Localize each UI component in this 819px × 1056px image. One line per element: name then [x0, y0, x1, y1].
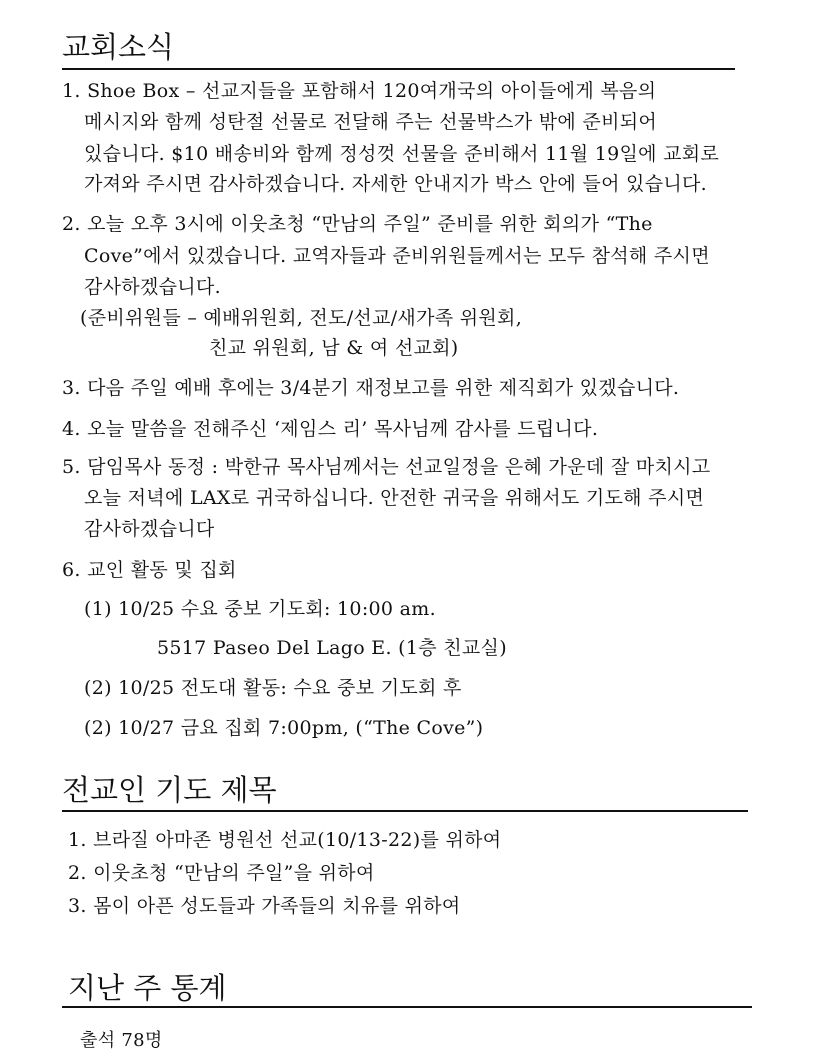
news-item-3: 3. 다음 주일 예배 후에는 3/4분기 재정보고를 위한 제직회가 있겠습니다.: [62, 377, 680, 399]
news-item-2-line: 친교 위원회, 남 & 여 선교회): [209, 337, 459, 359]
heading-divider: [62, 1006, 752, 1008]
news-item-1-line: 가져와 주시면 감사하겠습니다. 자세한 안내지가 박스 안에 들어 있습니다.: [84, 173, 708, 195]
statistics-heading: 지난 주 통계: [68, 971, 227, 1005]
news-item-2-line: Cove”에서 있겠습니다. 교역자들과 준비위원들께서는 모두 참석해 주시면: [84, 245, 710, 267]
prayer-item: 1. 브라질 아마존 병원선 선교(10/13-22)를 위하여: [68, 829, 502, 851]
attendance-count: 출석 78명: [80, 1030, 163, 1051]
church-news-heading: 교회소식: [62, 30, 175, 64]
prayer-item: 3. 몸이 아픈 성도들과 가족들의 치유를 위하여: [68, 895, 461, 917]
news-item-2-line: 2. 오늘 오후 3시에 이웃초청 “만남의 주일” 준비를 위한 회의가 “The: [62, 213, 653, 235]
news-item-1-line: 1. Shoe Box – 선교지들을 포함해서 120여개국의 아이들에게 복음의: [62, 80, 657, 102]
heading-divider: [62, 68, 735, 70]
news-item-6-line: 6. 교인 활동 및 집회: [62, 559, 237, 581]
prayer-topics-heading: 전교인 기도 제목: [62, 773, 277, 807]
news-item-1-line: 메시지와 함께 성탄절 선물로 전달해 주는 선물박스가 밖에 준비되어: [84, 111, 658, 133]
prayer-item: 2. 이웃초청 “만남의 주일”을 위하여: [68, 862, 375, 884]
news-item-5-line: 감사하겠습니다: [84, 518, 215, 540]
news-item-1-line: 있습니다. $10 배송비와 함께 정성껏 선물을 준비해서 11월 19일에 교회로: [84, 143, 720, 165]
news-item-4: 4. 오늘 말씀을 전해주신 ‘제임스 리’ 목사님께 감사를 드립니다.: [62, 418, 599, 440]
news-item-6-line: (1) 10/25 수요 중보 기도회: 10:00 am.: [84, 598, 436, 620]
news-item-6-line: (2) 10/27 금요 집회 7:00pm, (“The Cove”): [84, 717, 484, 739]
news-item-5-line: 5. 담임목사 동정 : 박한규 목사님께서는 선교일정을 은혜 가운데 잘 마치시고: [62, 456, 711, 478]
news-item-6-line: 5517 Paseo Del Lago E. (1층 친교실): [157, 637, 507, 659]
news-item-6-line: (2) 10/25 전도대 활동: 수요 중보 기도회 후: [84, 677, 462, 699]
news-item-2-line: 감사하겠습니다.: [84, 276, 221, 298]
news-item-2-line: (준비위원들 – 예배위원회, 전도/선교/새가족 위원회,: [80, 307, 523, 329]
heading-divider: [62, 810, 748, 812]
news-item-5-line: 오늘 저녁에 LAX로 귀국하십니다. 안전한 귀국을 위해서도 기도해 주시면: [84, 487, 705, 509]
